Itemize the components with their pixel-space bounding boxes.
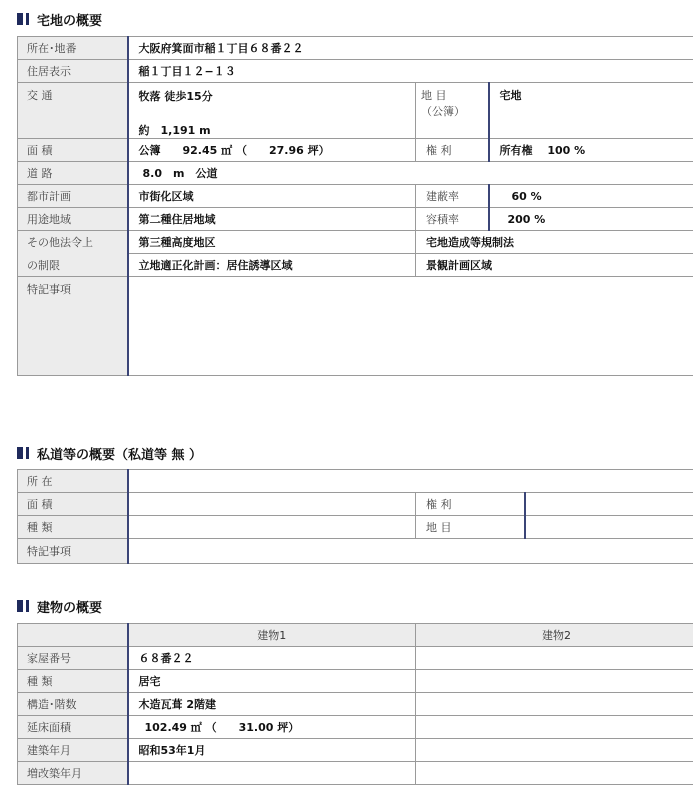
building-type-value: 居宅 bbox=[128, 670, 416, 693]
location-value: 大阪府箕面市稲１丁目６８番２２ bbox=[128, 37, 693, 60]
building-header-2: 建物2 bbox=[416, 624, 693, 647]
building-header-empty bbox=[18, 624, 128, 647]
section-marker-icon bbox=[26, 447, 29, 459]
section-marker-icon bbox=[17, 600, 23, 612]
built-value: 昭和53年1月 bbox=[128, 739, 416, 762]
renovated-value bbox=[128, 762, 416, 785]
pr-notes-label: 特記事項 bbox=[18, 539, 128, 564]
area-label: 面 積 bbox=[18, 139, 128, 162]
other-restrictions-value-1a: 第三種高度地区 bbox=[128, 231, 416, 254]
rights-value: 所有権 100 % bbox=[489, 139, 693, 162]
building-section-title bbox=[17, 596, 102, 616]
private-road-section-title bbox=[17, 443, 202, 463]
building-type-label: 種 類 bbox=[18, 670, 128, 693]
other-restrictions-label-2: の制限 bbox=[18, 254, 128, 277]
coverage-label: 建蔽率 bbox=[416, 185, 489, 208]
section-marker-icon bbox=[17, 13, 23, 25]
land-notes-label: 特記事項 bbox=[18, 277, 128, 376]
building-header-1: 建物1 bbox=[128, 624, 416, 647]
pr-type-value bbox=[128, 516, 416, 539]
other-restrictions-value-2b: 景観計画区域 bbox=[416, 254, 693, 277]
floor-area-label: 延床面積 bbox=[18, 716, 128, 739]
transport-line-1: 牧落 徒歩15分 bbox=[138, 90, 213, 103]
building-type-value-2 bbox=[416, 670, 693, 693]
transport-line-2: 約 1,191 m bbox=[138, 124, 211, 137]
road-label: 道 路 bbox=[18, 162, 128, 185]
rights-label: 権 利 bbox=[416, 139, 489, 162]
transport-value bbox=[128, 83, 416, 139]
renovated-value-2 bbox=[416, 762, 693, 785]
floor-area-value-2 bbox=[416, 716, 693, 739]
pr-location-value bbox=[128, 470, 693, 493]
private-road-section-title-text: 私道等の概要（私道等 無 ） bbox=[37, 447, 203, 463]
building-table bbox=[17, 623, 693, 785]
pr-rights-value bbox=[525, 493, 693, 516]
other-restrictions-label-1: その他法令上 bbox=[18, 231, 128, 254]
built-label: 建築年月 bbox=[18, 739, 128, 762]
land-section-title bbox=[17, 9, 102, 29]
structure-value: 木造瓦葺 2階建 bbox=[128, 693, 416, 716]
land-notes-value bbox=[128, 277, 693, 376]
zoning-label: 用途地域 bbox=[18, 208, 128, 231]
location-label: 所在･地番 bbox=[18, 37, 128, 60]
pr-chimoku-value bbox=[525, 516, 693, 539]
pr-area-label: 面 積 bbox=[18, 493, 128, 516]
city-plan-label: 都市計画 bbox=[18, 185, 128, 208]
renovated-label: 増改築年月 bbox=[18, 762, 128, 785]
section-marker-icon bbox=[17, 447, 23, 459]
chimoku-label: 地 目 （公簿） bbox=[416, 83, 489, 139]
chimoku-value: 宅地 bbox=[489, 83, 693, 139]
house-no-value: ６８番２２ bbox=[128, 647, 416, 670]
city-plan-value: 市街化区域 bbox=[128, 185, 416, 208]
structure-label: 構造･階数 bbox=[18, 693, 128, 716]
section-marker-icon bbox=[26, 13, 29, 25]
pr-notes-value bbox=[128, 539, 693, 564]
pr-area-value bbox=[128, 493, 416, 516]
zoning-value: 第二種住居地域 bbox=[128, 208, 416, 231]
house-no-value-2 bbox=[416, 647, 693, 670]
land-table bbox=[17, 36, 693, 376]
building-section-title-text: 建物の概要 bbox=[37, 600, 103, 616]
far-label: 容積率 bbox=[416, 208, 489, 231]
section-marker-icon bbox=[26, 600, 29, 612]
pr-rights-label: 権 利 bbox=[416, 493, 525, 516]
pr-location-label: 所 在 bbox=[18, 470, 128, 493]
road-value: 8.0 m 公道 bbox=[128, 162, 693, 185]
area-value: 公簿 92.45 ㎡ （ 27.96 坪） bbox=[128, 139, 416, 162]
transport-label: 交 通 bbox=[18, 83, 128, 139]
address-label: 住居表示 bbox=[18, 60, 128, 83]
coverage-value: 60 % bbox=[489, 185, 693, 208]
other-restrictions-value-2a: 立地適正化計画：居住誘導区域 bbox=[128, 254, 416, 277]
address-value: 稲１丁目１２−１３ bbox=[128, 60, 693, 83]
floor-area-value: 102.49 ㎡ （ 31.00 坪） bbox=[128, 716, 416, 739]
house-no-label: 家屋番号 bbox=[18, 647, 128, 670]
structure-value-2 bbox=[416, 693, 693, 716]
pr-type-label: 種 類 bbox=[18, 516, 128, 539]
far-value: 200 % bbox=[489, 208, 693, 231]
pr-chimoku-label: 地 目 bbox=[416, 516, 525, 539]
other-restrictions-value-1b: 宅地造成等規制法 bbox=[416, 231, 693, 254]
private-road-table bbox=[17, 469, 693, 564]
land-section-title-text: 宅地の概要 bbox=[37, 13, 103, 29]
built-value-2 bbox=[416, 739, 693, 762]
